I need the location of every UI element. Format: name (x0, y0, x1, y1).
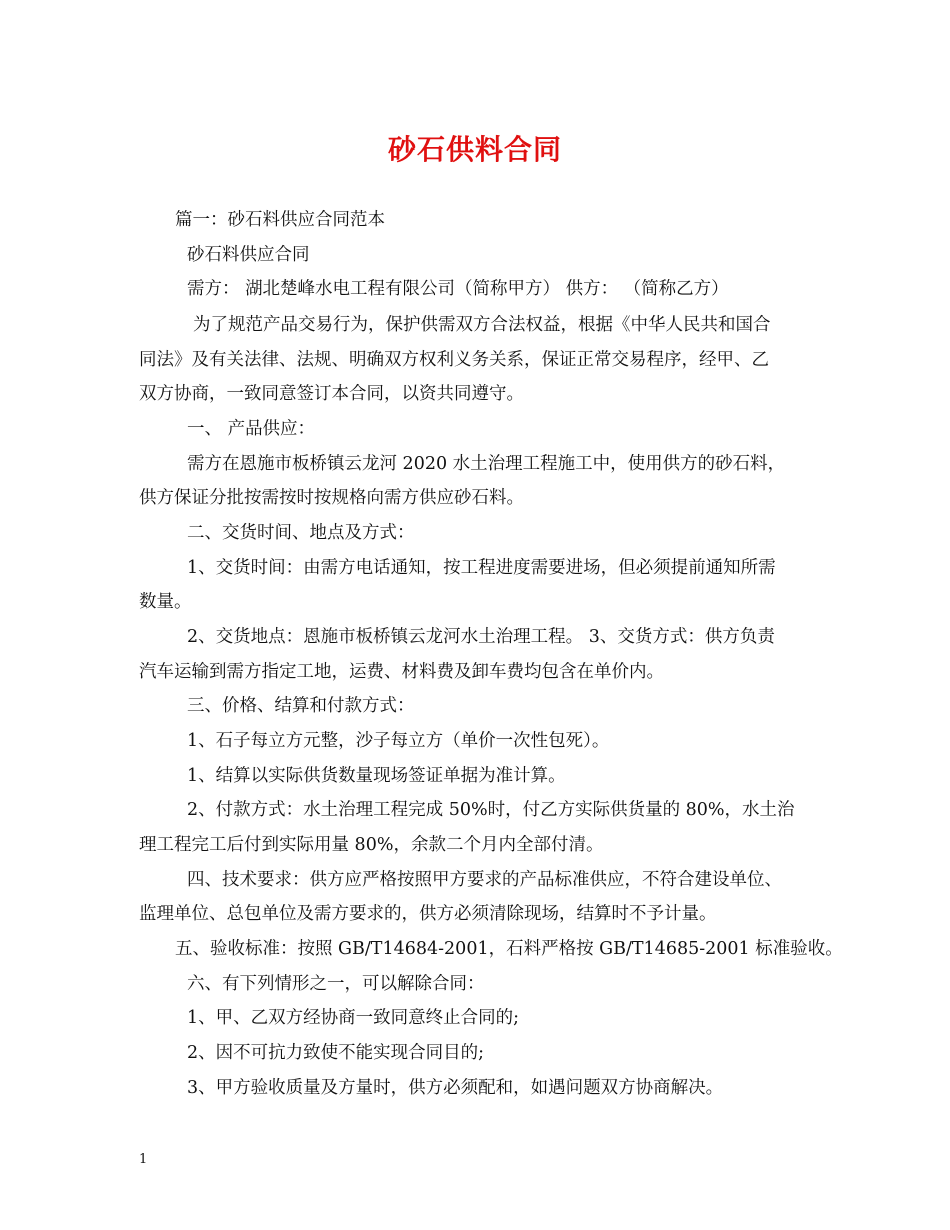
paragraph-line: 数量。 (139, 592, 192, 612)
document-title: 砂石供料合同 (387, 133, 562, 166)
clause-heading: 一、 产品供应： (187, 419, 316, 439)
clause-heading: 三、价格、结算和付款方式： (187, 696, 415, 716)
paragraph-line: 1、交货时间：由需方电话通知，按工程进度需要进场，但必须提前通知所需 (187, 558, 776, 578)
section-heading: 篇一：砂石料供应合同范本 (175, 210, 385, 230)
paragraph-line: 理工程完工后付到实际用量 80%，余款二个月内全部付清。 (139, 835, 604, 855)
paragraph-line: 双方协商，一致同意签订本合同，以资共同遵守。 (139, 384, 524, 404)
paragraph-line: 2、交货地点：恩施市板桥镇云龙河水土治理工程。 3、交货方式：供方负责 (187, 627, 775, 647)
page-number: 1 (139, 1152, 148, 1167)
paragraph-line: 2、付款方式：水土治理工程完成 50%时，付乙方实际供货量的 80%，水土治 (187, 800, 795, 820)
list-item: 2、因不可抗力致使不能实现合同目的; (187, 1043, 485, 1063)
clause-heading: 二、交货时间、地点及方式： (187, 523, 415, 543)
paragraph-line: 1、结算以实际供货数量现场签证单据为准计算。 (187, 766, 566, 786)
paragraph-line: 为了规范产品交易行为，保护供需双方合法权益，根据《中华人民共和国合 (193, 315, 771, 335)
paragraph-line: 同法》及有关法律、法规、明确双方权利义务关系，保证正常交易程序，经甲、乙 (139, 350, 769, 370)
clause-heading: 六、有下列情形之一，可以解除合同： (187, 974, 485, 994)
parties-line: 需方： 湖北楚峰水电工程有限公司（简称甲方） 供方： （简称乙方） (187, 279, 729, 299)
paragraph-line: 供方保证分批按需按时按规格向需方供应砂石料。 (139, 488, 524, 508)
contract-name: 砂石料供应合同 (187, 245, 310, 265)
paragraph-line: 监理单位、总包单位及需方要求的，供方必须清除现场，结算时不予计量。 (139, 904, 717, 924)
list-item: 1、甲、乙双方经协商一致同意终止合同的; (187, 1008, 520, 1028)
clause-heading: 四、技术要求：供方应严格按照甲方要求的产品标准供应，不符合建设单位、 (187, 870, 782, 890)
paragraph-line: 1、石子每立方元整，沙子每立方（单价一次性包死）。 (187, 731, 610, 751)
paragraph-line: 需方在恩施市板桥镇云龙河 2020 水土治理工程施工中，使用供方的砂石料， (187, 454, 786, 474)
clause-heading: 五、验收标准：按照 GB/T14684-2001，石料严格按 GB/T14685-2001 标准验收。 (175, 939, 843, 959)
list-item: 3、甲方验收质量及方量时，供方必须配和，如遇问题双方协商解决。 (187, 1078, 724, 1098)
paragraph-line: 汽车运输到需方指定工地，运费、材料费及卸车费均包含在单价内。 (139, 662, 664, 682)
